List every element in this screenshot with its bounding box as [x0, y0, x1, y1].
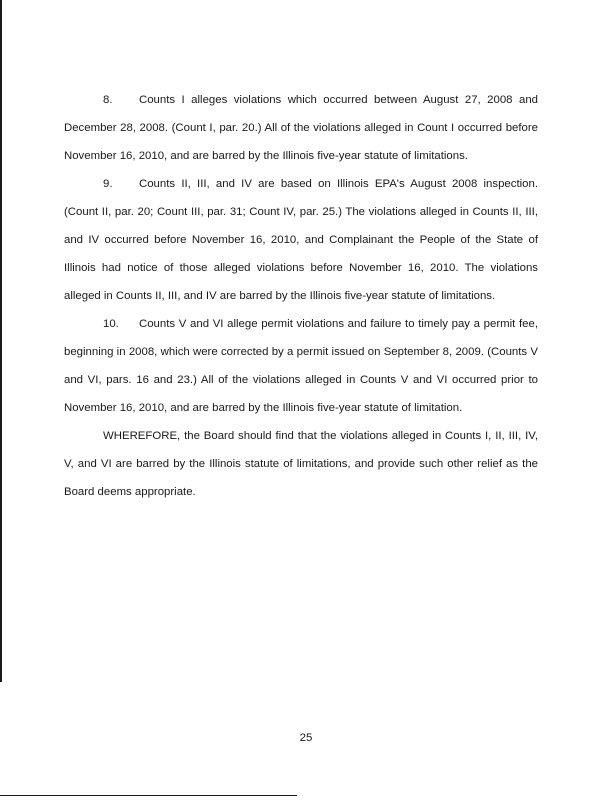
paragraph-10 — [64, 310, 538, 422]
paragraph-number: 8. — [103, 94, 113, 106]
paragraph-text: Counts V and VI allege permit violations and failure to timely pay a permit fee, beginning in 2008, which were corrected by a permit issued on September 8, 2009. (Counts V and VI, pars. 16 and 23.) All of the violations alleged in Counts V and VI occurred prior to November 16, 2010, and are barred by the Illinois five-year statute of limitation. — [64, 318, 538, 414]
document-body — [64, 86, 538, 506]
paragraph-number: 10. — [103, 318, 119, 330]
paragraph-8 — [64, 86, 538, 170]
paragraph-text: Counts II, III, and IV are based on Illinois EPA's August 2008 inspection. (Count II, par. 20; Count III, par. 31; Count IV, par. 25.) The violations alleged in Counts II, III, and IV occurred before November 16, 2010, and Complainant the People of the State of Illinois had notice of those alleged violations before November 16, 2010. The violations alleged in Counts II, III, and IV are barred by the Illinois five-year statute of limitations. — [64, 178, 538, 302]
footnote-rule — [0, 795, 297, 796]
page-left-edge — [0, 0, 2, 682]
page-number: 25 — [299, 732, 313, 744]
wherefore-paragraph: WHEREFORE, the Board should find that the violations alleged in Counts I, II, III, IV, V, and VI are barred by the Illinois statute of limitations, and provide such other relief as the Board deems appropriate. — [64, 430, 538, 498]
paragraph-number: 9. — [103, 178, 113, 190]
paragraph-9 — [64, 170, 538, 310]
paragraph-text: Counts I alleges violations which occurred between August 27, 2008 and December 28, 2008. (Count I, par. 20.) All of the violations alleged in Count I occurred before November 16, 2010, and are barred by the Illinois five-year statute of limitations. — [64, 94, 538, 162]
